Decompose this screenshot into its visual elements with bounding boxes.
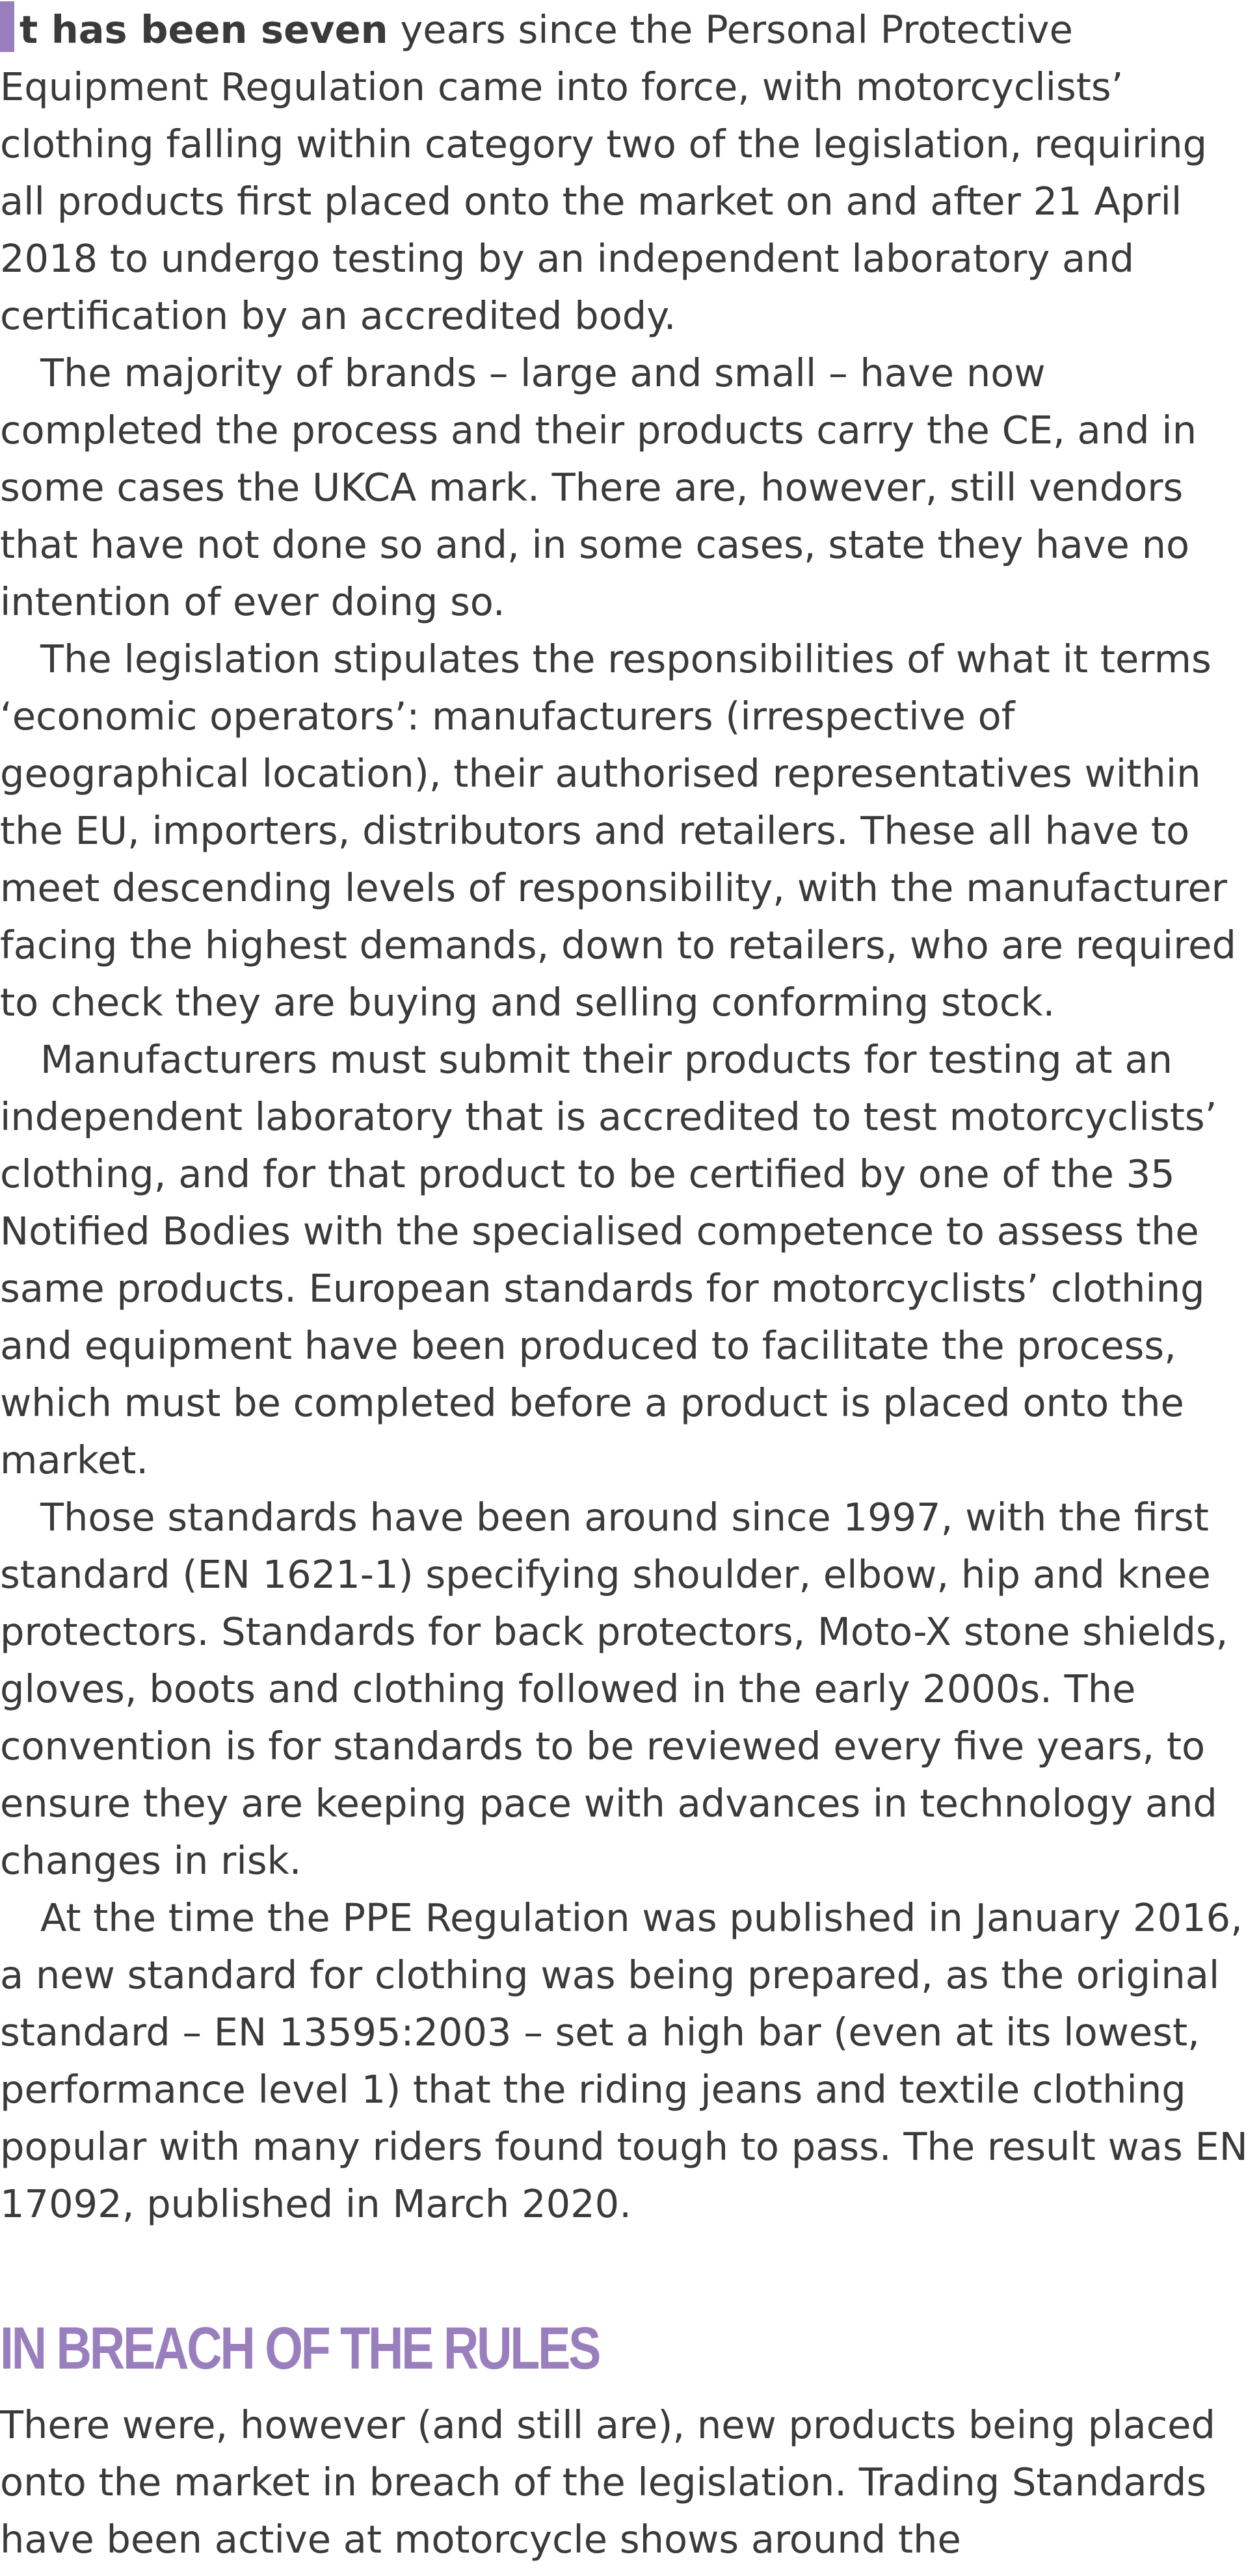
paragraph-brands: The majority of brands – large and small – have now completed the process and their products carry the CE, and in some cases the UKCA mark. There are, however, still vendors that have not done so and, in some cases, state they have no intention of ever doing so. xyxy=(0,350,1197,624)
paragraph-breach: There were, however (and still are), new products being placed onto the market in breach of the legislation. Trading Standards have been active at motorcycle shows around the xyxy=(0,2402,1215,2562)
paragraph-legislation: The legislation stipulates the responsibilities of what it terms ‘economic operators’: manufacturers (irrespective of geographical location), their authorised representatives within the EU, importers, distributors and retailers. These all have to meet descending levels of responsibility, with the manufacturer facing the highest demands, down to retailers, who are required to check they are buying and selling conforming stock. xyxy=(0,637,1236,1025)
drop-initial-block xyxy=(0,1,14,52)
intro-lead-text: t has been seven xyxy=(20,7,388,52)
section-heading: IN BREACH OF THE RULES xyxy=(0,2315,600,2382)
intro-paragraph xyxy=(0,1,1259,345)
paragraph-ppe-regulation: At the time the PPE Regulation was published in January 2016, a new standard for clothing was being prepared, as the original standard – EN 13595:2003 – set a high bar (even at its lowest, performance level 1) that the riding jeans and textile clothing popular with many riders found tough to pass. The result was EN 17092, published in March 2020. xyxy=(0,1895,1248,2226)
intro-body-text: years since the Personal Protective Equipment Regulation came into force, with motorcyclists’ clothing falling within category two of the legislation, requiring all products first placed onto the market on and after 21 April 2018 to undergo testing by an independent laboratory and certification by an accredited body. xyxy=(0,7,1208,338)
paragraph-manufacturers: Manufacturers must submit their products for testing at an independent laboratory that is accredited to test motorcyclists’ clothing, and for that product to be certified by one of the 35 Notified Bodies with the specialised competence to assess the same products. European standards for motorcyclists’ clothing and equipment have been produced to facilitate the process, which must be completed before a product is placed onto the market. xyxy=(0,1037,1217,1482)
paragraph-standards: Those standards have been around since 1997, with the first standard (EN 1621-1) specifying shoulder, elbow, hip and knee protectors. Standards for back protectors, Moto-X stone shields, gloves, boots and clothing followed in the early 2000s. The convention is for standards to be reviewed every five years, to ensure they are keeping pace with advances in technology and changes in risk. xyxy=(0,1495,1228,1883)
